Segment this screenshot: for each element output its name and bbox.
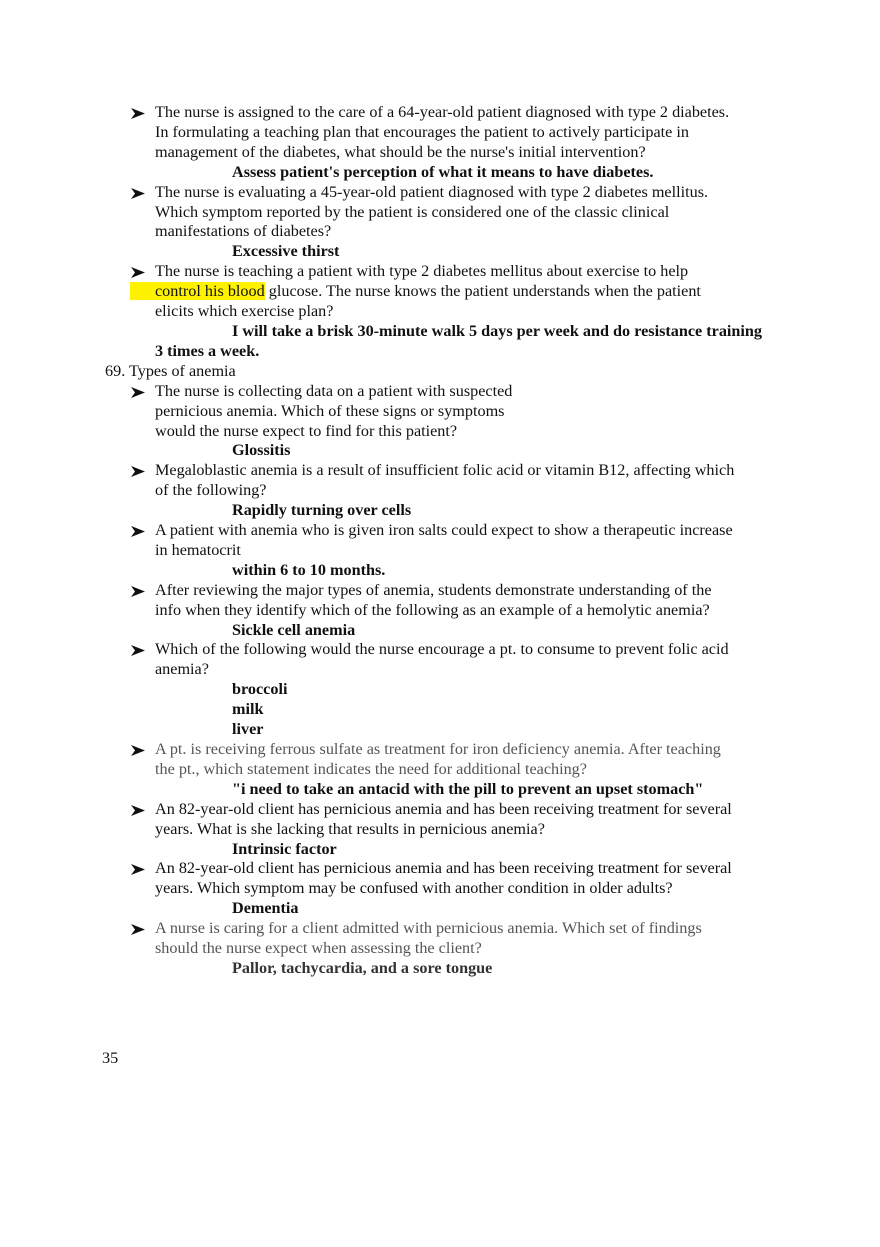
question-text: An 82-year-old client has pernicious anemia and has been receiving treatment for several [155, 859, 732, 878]
arrow-bullet-icon [130, 919, 146, 939]
question-text: The nurse is teaching a patient with type 2 diabetes mellitus about exercise to help [155, 262, 689, 281]
question-text: would the nurse expect to find for this patient? [155, 421, 458, 440]
question-text: A nurse is caring for a client admitted with pernicious anemia. Which set of findings [155, 919, 702, 938]
question-text: anemia? [155, 660, 209, 679]
question-text: An 82-year-old client has pernicious anemia and has been receiving treatment for several [155, 799, 732, 818]
answer-text: Pallor, tachycardia, and a sore tongue [232, 958, 493, 977]
arrow-bullet-icon [130, 640, 146, 660]
document-content [105, 103, 810, 979]
answer-text: I will take a brisk 30-minute walk 5 days per week and do resistance training [232, 321, 763, 340]
question-item [130, 183, 810, 243]
question-item [130, 859, 810, 899]
question-item [130, 521, 810, 561]
arrow-bullet-icon [130, 740, 146, 760]
arrow-bullet-icon [130, 382, 146, 402]
answer-text: Rapidly turning over cells [232, 501, 412, 520]
question-text: The nurse is collecting data on a patient with suspected [155, 381, 513, 400]
arrow-bullet-icon [130, 800, 146, 820]
question-text: The nurse is evaluating a 45-year-old patient diagnosed with type 2 diabetes mellitus. [155, 182, 709, 201]
question-text: should the nurse expect when assessing the client? [155, 939, 482, 958]
question-text: Which symptom reported by the patient is considered one of the classic clinical [155, 202, 670, 221]
question-text: A pt. is receiving ferrous sulfate as treatment for iron deficiency anemia. After teaching [155, 740, 721, 758]
question-text: manifestations of diabetes? [155, 222, 332, 241]
question-text: pernicious anemia. Which of these signs or symptoms [155, 401, 505, 420]
question-text: info when they identify which of the following as an example of a hemolytic anemia? [155, 600, 710, 619]
question-text: management of the diabetes, what should be the nurse's initial intervention? [155, 142, 646, 161]
answer-text: "i need to take an antacid with the pill to prevent an upset stomach" [232, 779, 704, 798]
question-text: In formulating a teaching plan that encourages the patient to actively participate in [155, 122, 689, 141]
arrow-bullet-icon [130, 581, 146, 601]
answer-text: Assess patient's perception of what it means to have diabetes. [232, 162, 654, 181]
question-item [130, 919, 810, 959]
arrow-bullet-icon [130, 521, 146, 541]
question-text: Megaloblastic anemia is a result of insufficient folic acid or vitamin B12, affecting which [155, 461, 735, 480]
arrow-bullet-icon [130, 103, 146, 123]
question-text: years. Which symptom may be confused with another condition in older adults? [155, 879, 673, 898]
answer-text: liver [232, 720, 264, 739]
section-heading: 69. Types of anemia [105, 361, 236, 380]
question-item [130, 461, 810, 501]
answer-text: Intrinsic factor [232, 839, 337, 858]
arrow-bullet-icon [130, 262, 146, 282]
question-item [130, 103, 810, 163]
question-item [130, 382, 810, 442]
highlighted-text: control his blood [130, 282, 265, 300]
question-text: in hematocrit [155, 540, 241, 559]
question-text-highlighted [155, 282, 810, 302]
question-text: of the following? [155, 481, 267, 500]
answer-text: 3 times a week. [155, 341, 260, 360]
answer-text: Sickle cell anemia [232, 620, 356, 639]
answer-text: Excessive thirst [232, 242, 340, 261]
answer-text: within 6 to 10 months. [232, 560, 386, 579]
question-item [130, 262, 810, 322]
question-item [130, 800, 810, 840]
question-text: After reviewing the major types of anemia, students demonstrate understanding of the [155, 580, 712, 599]
question-text: years. What is she lacking that results in pernicious anemia? [155, 819, 545, 838]
arrow-bullet-icon [130, 183, 146, 203]
answer-text: broccoli [232, 680, 288, 699]
arrow-bullet-icon [130, 461, 146, 481]
question-item [130, 581, 810, 621]
question-text: The nurse is assigned to the care of a 64-year-old patient diagnosed with type 2 diabetes. [155, 103, 730, 121]
question-item [130, 740, 810, 780]
answer-text: Glossitis [232, 441, 291, 460]
arrow-bullet-icon [130, 859, 146, 879]
question-item [130, 640, 810, 680]
page-number: 35 [102, 1049, 119, 1067]
answer-text: Dementia [232, 899, 299, 918]
question-text-rest: glucose. The nurse knows the patient understands when the patient [268, 282, 701, 301]
question-text: A patient with anemia who is given iron salts could expect to show a therapeutic increase [155, 521, 733, 540]
answer-text: milk [232, 700, 264, 719]
question-text: elicits which exercise plan? [155, 302, 334, 321]
question-text: the pt., which statement indicates the need for additional teaching? [155, 759, 587, 778]
question-text: Which of the following would the nurse encourage a pt. to consume to prevent folic acid [155, 640, 729, 659]
